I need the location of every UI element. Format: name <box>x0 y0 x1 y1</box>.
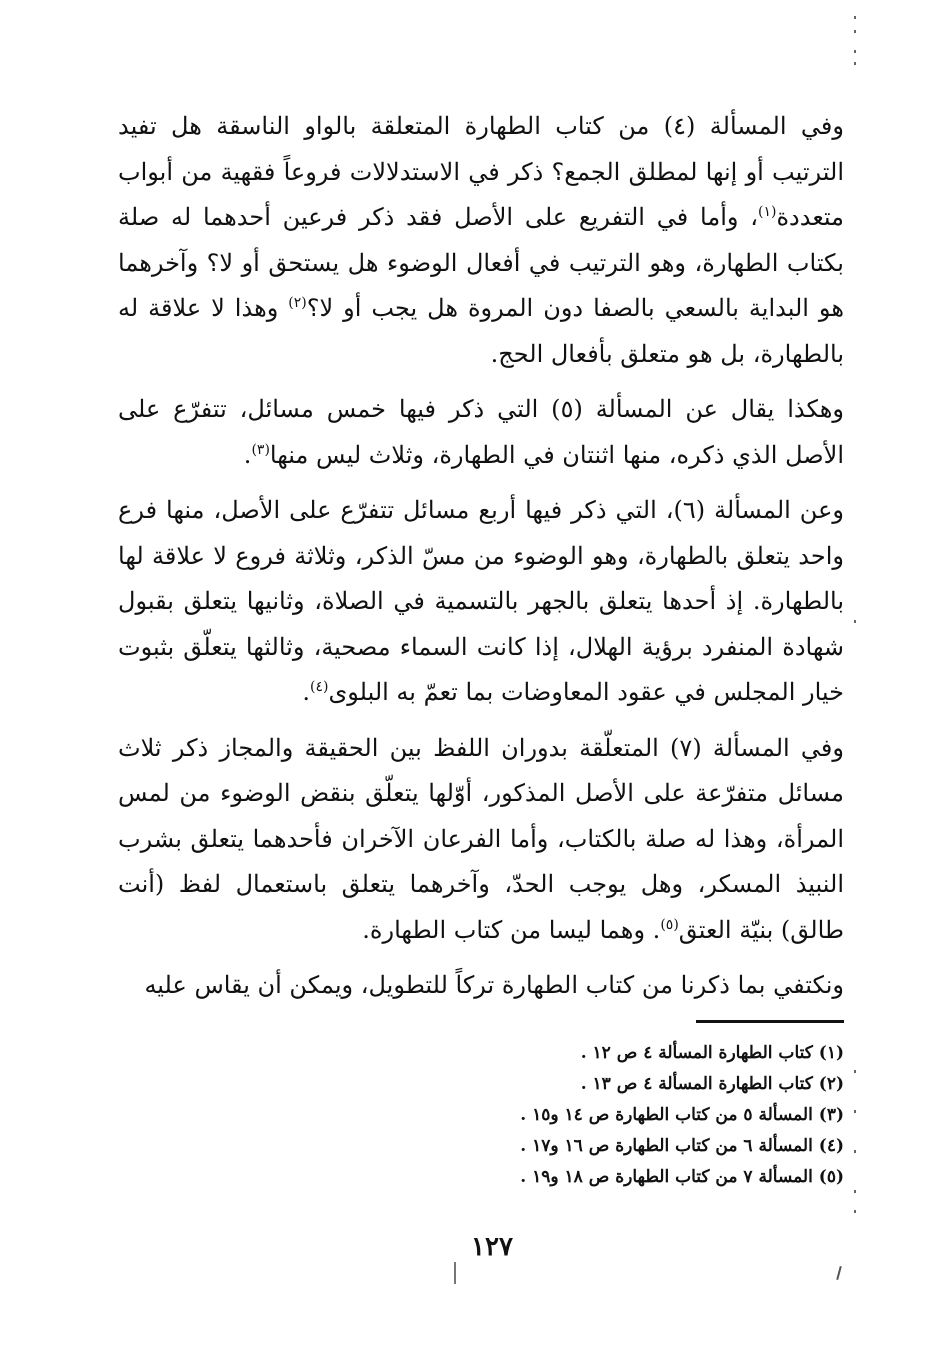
footnote-5: (٥) المسألة ٧ من كتاب الطهارة ص ١٨ و١٩ . <box>520 1167 844 1187</box>
paragraph-5 <box>118 963 844 1009</box>
paragraph-4-text-2: . وهما ليسا من كتاب الطهارة. <box>362 915 661 944</box>
footnote-4: (٤) المسألة ٦ من كتاب الطهارة ص ١٦ و١٧ . <box>520 1136 844 1156</box>
paragraph-4-text: وفي المسألة (٧) المتعلّقة بدوران اللفظ بين الحقيقة والمجاز ذكر ثلاث مسائل متفرّعة على الأصل المذكور، أوّلها يتعلّق بنقض الوضوء من لمس المرأة، وهذا له صلة بالكتاب، وأما الفرعان الآخران فأحدهما يتعلق بشرب النبيذ المسكر، وهل يوجب الحدّ، وآخرهما يتعلق باستعمال لفظ (أنت طالق) بنيّة العتق <box>118 733 844 944</box>
paragraph-1 <box>118 104 844 377</box>
footnote-ref-3: (٣) <box>251 441 270 458</box>
footnote-1: (١) كتاب الطهارة المسألة ٤ ص ١٢ . <box>580 1043 844 1063</box>
paragraph-1-text-3: وهذا لا علاقة له بالطهارة، بل هو متعلق بأفعال الحج. <box>118 294 844 368</box>
footnote-separator <box>696 1020 844 1023</box>
footnote-ref-5: (٥) <box>660 916 679 933</box>
scan-dots-right-margin <box>854 0 856 1368</box>
scan-mark-bottom-center <box>454 1262 456 1284</box>
paragraph-2 <box>118 387 844 478</box>
footnote-ref-4: (٤) <box>309 679 329 695</box>
paragraph-3 <box>118 488 844 716</box>
main-text <box>118 104 844 1019</box>
paragraph-2-text: وهكذا يقال عن المسألة (٥) التي ذكر فيها خمس مسائل، تتفرّع على الأصل الذي ذكره، منها اثنتان في الطهارة، وثلاث ليس منها <box>118 395 845 469</box>
paragraph-3-text-2: . <box>302 678 310 706</box>
paragraph-1-text: وفي المسألة (٤) من كتاب الطهارة المتعلقة بالواو الناسقة هل تفيد الترتيب أو إنها لمطلق الجمع؟ ذكر في الاستدلالات فروعاً فقهية من أبواب متعددة <box>118 112 844 231</box>
footnotes-list <box>344 1038 844 1193</box>
scan-mark-bottom-right <box>836 1266 842 1280</box>
paragraph-5-text: ونكتفي بما ذكرنا من كتاب الطهارة تركاً للتطويل، ويمكن أن يقاس عليه <box>144 971 844 999</box>
paragraph-3-text: وعن المسألة (٦)، التي ذكر فيها أربع مسائل تتفرّع على الأصل، منها فرع واحد يتعلق بالطهارة، وهو الوضوء من مسّ الذكر، وثلاثة فروع لا علاقة لها بالطهارة. إذ أحدها يتعلق بالجهر بالتسمية في الصلاة، وثانيها يتعلق بقبول شهادة المنفرد برؤية الهلال، إذا كانت السماء مصحية، وثالثها يتعلّق بثبوت خيار المجلس في عقود المعاوضات بما تعمّ به البلوى <box>118 496 844 706</box>
footnote-ref-1: (١) <box>757 204 777 220</box>
page-number: ١٢٧ <box>471 1232 513 1262</box>
paragraph-2-text-2: . <box>243 440 252 469</box>
footnote-ref-2: (٢) <box>288 295 307 311</box>
paragraph-1-text-2: ، وأما في التفريع على الأصل فقد ذكر فرعين أحدهما له صلة بكتاب الطهارة، وهو الترتيب في أفعال الوضوء هل يستحق أو لا؟ وآخرهما هو البداية بالسعي بالصفا دون المروة هل يجب أو لا؟ <box>118 203 844 322</box>
footnote-2: (٢) كتاب الطهارة المسألة ٤ ص ١٣ . <box>580 1074 844 1094</box>
paragraph-4 <box>118 726 844 954</box>
footnote-3: (٣) المسألة ٥ من كتاب الطهارة ص ١٤ و١٥ . <box>520 1105 844 1125</box>
